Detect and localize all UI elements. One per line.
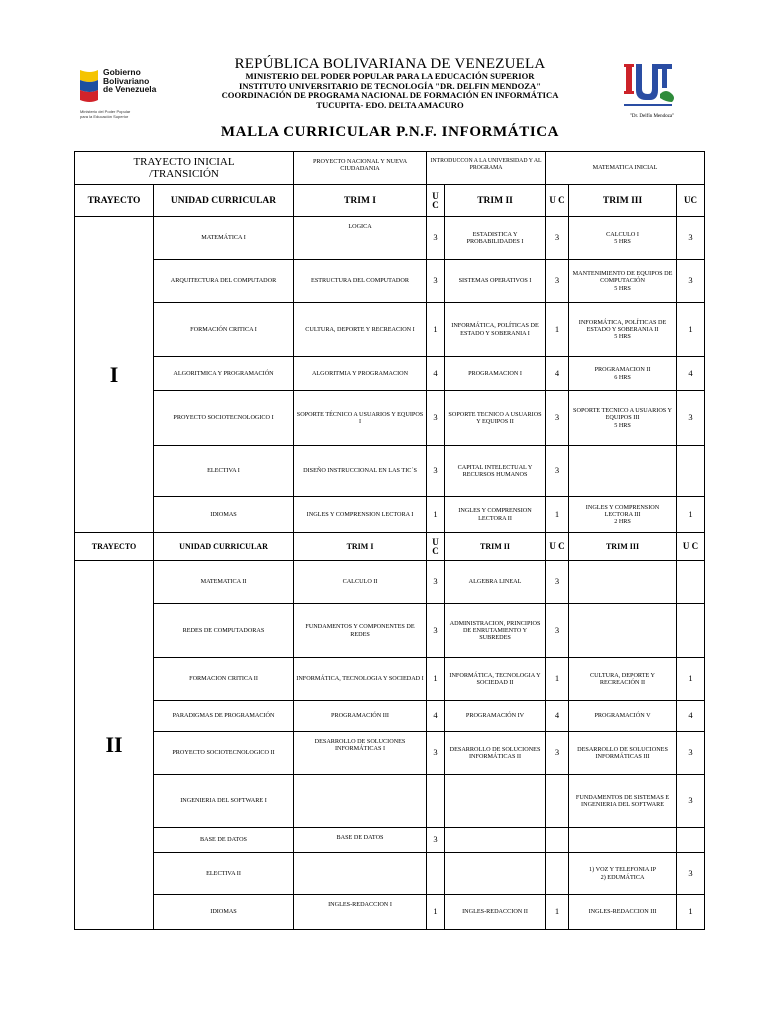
cell-uc-2: 3 bbox=[546, 446, 569, 497]
logo-ministry-caption bbox=[80, 110, 130, 119]
table-row bbox=[75, 775, 705, 828]
cell-trim-1 bbox=[294, 658, 427, 701]
cell-text: DESARROLLO DE SOLUCIONES INFORMÁTICAS II bbox=[449, 745, 541, 760]
cell-uc-2: 1 bbox=[546, 658, 569, 701]
cell-text: DESARROLLO DE SOLUCIONES INFORMÁTICAS I bbox=[314, 738, 406, 753]
cell-text: PROGRAMACIÓN III bbox=[331, 712, 389, 720]
cell-uc-1: 1 bbox=[427, 497, 445, 533]
cell-uc-3 bbox=[677, 604, 705, 658]
cell-unidad: MATEMÁTICA I bbox=[154, 217, 294, 260]
cell-uc-1 bbox=[427, 853, 445, 895]
transition-trim-1: PROYECTO NACIONAL Y NUEVA CIUDADANIA bbox=[294, 152, 427, 185]
cell-text: BASE DE DATOS bbox=[336, 834, 384, 841]
cell-subtext: 2 HRS bbox=[614, 518, 631, 526]
transition-label bbox=[75, 152, 294, 185]
cell-text: ESTRUCTURA DEL COMPUTADOR bbox=[311, 277, 409, 285]
cell-trim-3 bbox=[569, 357, 677, 391]
cell-text: FUNDAMENTOS DE SISTEMAS E INGENIERIA DEL SOFTWARE bbox=[575, 793, 670, 808]
cell-uc-2: 4 bbox=[546, 357, 569, 391]
cell-uc-3: 3 bbox=[677, 217, 705, 260]
gobierno-wordmark bbox=[103, 68, 156, 94]
cell-trim-2 bbox=[445, 895, 546, 930]
cell-trim-1 bbox=[294, 497, 427, 533]
cell-text: SOPORTE TECNICO A USUARIOS Y EQUIPOS III bbox=[573, 407, 673, 422]
transition-label-line-1: TRAYECTO INICIAL bbox=[133, 156, 235, 168]
cell-trim-1 bbox=[294, 775, 427, 828]
header-uc-2: U C bbox=[546, 185, 569, 217]
table-row bbox=[75, 701, 705, 732]
cell-uc-3: 3 bbox=[677, 391, 705, 446]
table-row bbox=[75, 357, 705, 391]
cell-trim-3 bbox=[569, 604, 677, 658]
table-row bbox=[75, 391, 705, 446]
trayecto-roman-I: I bbox=[75, 217, 154, 533]
header-uc-3: U C bbox=[677, 533, 705, 561]
cell-trim-1 bbox=[294, 303, 427, 357]
cell-trim-1 bbox=[294, 357, 427, 391]
cell-trim-2 bbox=[445, 853, 546, 895]
header-trim-2: TRIM II bbox=[445, 185, 546, 217]
header-unidad-curricular: UNIDAD CURRICULAR bbox=[154, 185, 294, 217]
ministry-line: MINISTERIO DEL PODER POPULAR PARA LA EDUCACIÓN SUPERIOR bbox=[245, 71, 535, 81]
cell-subtext: 2) EDUMÁTICA bbox=[600, 873, 645, 881]
cell-text: PROGRAMACION II bbox=[594, 366, 651, 374]
cell-trim-3 bbox=[569, 658, 677, 701]
cell-text: INGLES Y COMPRENSION LECTORA III bbox=[585, 503, 660, 518]
cell-text: ALGEBRA LINEAL bbox=[468, 578, 522, 586]
cell-unidad: IDIOMAS bbox=[154, 895, 294, 930]
cell-unidad: BASE DE DATOS bbox=[154, 828, 294, 853]
cell-trim-2 bbox=[445, 303, 546, 357]
header-trim-1: TRIM I bbox=[294, 533, 427, 561]
cell-trim-3 bbox=[569, 828, 677, 853]
curriculum-table-body bbox=[75, 152, 705, 930]
cell-trim-2 bbox=[445, 701, 546, 732]
cell-trim-2 bbox=[445, 658, 546, 701]
cell-trim-3 bbox=[569, 260, 677, 303]
cell-uc-2: 1 bbox=[546, 303, 569, 357]
cell-uc-3: 3 bbox=[677, 732, 705, 775]
cell-trim-3 bbox=[569, 853, 677, 895]
cell-uc-1: 3 bbox=[427, 828, 445, 853]
cell-text: INFORMÁTICA, TECNOLOGIA Y SOCIEDAD II bbox=[449, 671, 541, 686]
cell-text: INGLES-REDACCION I bbox=[328, 901, 392, 908]
cell-trim-3 bbox=[569, 446, 677, 497]
cell-uc-2: 3 bbox=[546, 732, 569, 775]
header-unidad-curricular: UNIDAD CURRICULAR bbox=[154, 533, 294, 561]
header-trim-2: TRIM II bbox=[445, 533, 546, 561]
cell-uc-1: 1 bbox=[427, 658, 445, 701]
cell-text: SOPORTE TECNICO A USUARIOS Y EQUIPOS II bbox=[448, 410, 542, 425]
cell-uc-1: 3 bbox=[427, 561, 445, 604]
cell-text: INGLES Y COMPRENSION LECTORA I bbox=[306, 510, 414, 518]
cell-text: INFORMÁTICA, TECNOLOGIA Y SOCIEDAD I bbox=[296, 675, 424, 683]
table-row bbox=[75, 604, 705, 658]
header-titles bbox=[190, 57, 590, 110]
cell-text: ESTADISTICA Y PROBABILIDADES I bbox=[466, 230, 524, 245]
cell-uc-2: 3 bbox=[546, 217, 569, 260]
cell-text: DISEÑO INSTRUCCIONAL EN LAS TIC´S bbox=[303, 467, 417, 475]
cell-trim-2 bbox=[445, 561, 546, 604]
table-row bbox=[75, 895, 705, 930]
column-header-row bbox=[75, 185, 705, 217]
iut-logo-caption: "Dr. Delfín Mendoza" bbox=[629, 114, 675, 119]
cell-text: CALCULO I bbox=[606, 230, 639, 238]
cell-trim-1 bbox=[294, 732, 427, 775]
cell-trim-3 bbox=[569, 497, 677, 533]
cell-trim-2 bbox=[445, 775, 546, 828]
cell-trim-3 bbox=[569, 561, 677, 604]
cell-uc-3: 1 bbox=[677, 658, 705, 701]
cell-uc-2 bbox=[546, 775, 569, 828]
cell-unidad: PROYECTO SOCIOTECNOLOGICO I bbox=[154, 391, 294, 446]
curriculum-table bbox=[74, 151, 705, 930]
cell-uc-2: 3 bbox=[546, 260, 569, 303]
logo-line-3: de Venezuela bbox=[103, 84, 157, 94]
cell-text: DESARROLLO DE SOLUCIONES INFORMÁTICAS III bbox=[577, 745, 668, 760]
cell-trim-3 bbox=[569, 775, 677, 828]
cell-text: CALCULO II bbox=[342, 578, 378, 586]
cell-trim-1 bbox=[294, 391, 427, 446]
cell-text: ADMINISTRACION, PRINCIPIOS DE ENRUTAMIENTO Y SUBREDES bbox=[449, 619, 541, 642]
header-uc-2: U C bbox=[546, 533, 569, 561]
table-row bbox=[75, 732, 705, 775]
location-line: TUCUPITA- EDO. DELTA AMACURO bbox=[316, 99, 464, 110]
cell-trim-2 bbox=[445, 357, 546, 391]
transition-trim-2: INTRODUCCON A LA UNIVERSIDAD Y AL PROGRAMA bbox=[427, 152, 546, 185]
cell-trim-1 bbox=[294, 561, 427, 604]
table-row bbox=[75, 217, 705, 260]
cell-text: INGLES-REDACCION III bbox=[588, 908, 657, 916]
cell-trim-1 bbox=[294, 828, 427, 853]
cell-uc-1: 3 bbox=[427, 260, 445, 303]
cell-unidad: FORMACIÓN CRITICA I bbox=[154, 303, 294, 357]
cell-text: LOGICA bbox=[348, 223, 372, 230]
cell-trim-3 bbox=[569, 217, 677, 260]
cell-text: MANTENIMIENTO DE EQUIPOS DE COMPUTACIÓN bbox=[572, 270, 673, 285]
cell-unidad: INGENIERIA DEL SOFTWARE I bbox=[154, 775, 294, 828]
cell-trim-1 bbox=[294, 853, 427, 895]
table-row bbox=[75, 853, 705, 895]
cell-uc-3: 3 bbox=[677, 853, 705, 895]
coordination-line: COORDINACIÓN DE PROGRAMA NACIONAL DE FORMACIÓN EN INFORMÁTICA bbox=[221, 90, 559, 101]
cell-subtext: 5 HRS bbox=[614, 284, 631, 292]
cell-text: FUNDAMENTOS Y COMPONENTES DE REDES bbox=[305, 623, 415, 638]
cell-trim-3 bbox=[569, 303, 677, 357]
cell-trim-2 bbox=[445, 217, 546, 260]
cell-trim-1 bbox=[294, 217, 427, 260]
cell-trim-1 bbox=[294, 446, 427, 497]
table-row bbox=[75, 303, 705, 357]
logo-sub-2: para la Educación Superior bbox=[80, 113, 129, 119]
cell-uc-2: 3 bbox=[546, 604, 569, 658]
cell-trim-3 bbox=[569, 895, 677, 930]
cell-text: INGLES Y COMPRENSION LECTORA II bbox=[458, 507, 532, 522]
cell-trim-2 bbox=[445, 828, 546, 853]
header-uc-1: U C bbox=[427, 185, 445, 217]
cell-subtext: 5 HRS bbox=[614, 421, 631, 429]
table-row bbox=[75, 828, 705, 853]
cell-text: CAPITAL INTELECTUAL Y RECURSOS HUMANOS bbox=[457, 463, 533, 478]
cell-text: PROGRAMACIÓN IV bbox=[465, 712, 525, 720]
cell-unidad: PROYECTO SOCIOTECNOLOGICO II bbox=[154, 732, 294, 775]
cell-trim-1 bbox=[294, 701, 427, 732]
document-header bbox=[0, 0, 768, 150]
logo-line-2: Bolivariano bbox=[103, 75, 150, 86]
republic-title: REPÚBLICA BOLIVARIANA DE VENEZUELA bbox=[234, 56, 546, 72]
cell-text: SISTEMAS OPERATIVOS I bbox=[458, 277, 532, 285]
cell-trim-2 bbox=[445, 391, 546, 446]
cell-uc-1: 3 bbox=[427, 604, 445, 658]
cell-uc-3: 4 bbox=[677, 357, 705, 391]
cell-uc-3: 3 bbox=[677, 775, 705, 828]
cell-unidad: ELECTIVA II bbox=[154, 853, 294, 895]
cell-text: CULTURA, DEPORTE Y RECREACIÓN II bbox=[590, 671, 656, 686]
cell-uc-1: 3 bbox=[427, 732, 445, 775]
cell-unidad: ARQUITECTURA DEL COMPUTADOR bbox=[154, 260, 294, 303]
cell-trim-3 bbox=[569, 701, 677, 732]
trayecto-roman-II: II bbox=[75, 561, 154, 930]
cell-text: SOPORTE TÉCNICO A USUARIOS Y EQUIPOS I bbox=[296, 410, 424, 425]
cell-trim-2 bbox=[445, 732, 546, 775]
cell-subtext: 5 HRS bbox=[614, 238, 631, 245]
cell-text: PROGRAMACIÓN V bbox=[594, 712, 651, 720]
transition-row bbox=[75, 152, 705, 185]
cell-unidad: PARADIGMAS DE PROGRAMACIÓN bbox=[154, 701, 294, 732]
cell-uc-1: 4 bbox=[427, 357, 445, 391]
cell-subtext: 6 HRS bbox=[614, 373, 631, 381]
cell-uc-3 bbox=[677, 828, 705, 853]
cell-text: PROGRAMACION I bbox=[468, 369, 522, 377]
logo-line-1: Gobierno bbox=[103, 67, 141, 77]
cell-uc-1: 1 bbox=[427, 303, 445, 357]
logo-sub-1: Ministerio del Poder Popular bbox=[80, 109, 131, 114]
cell-uc-1 bbox=[427, 775, 445, 828]
cell-uc-3: 3 bbox=[677, 260, 705, 303]
cell-trim-1 bbox=[294, 604, 427, 658]
cell-unidad: FORMACION CRITICA II bbox=[154, 658, 294, 701]
cell-trim-1 bbox=[294, 895, 427, 930]
column-header-row bbox=[75, 533, 705, 561]
cell-text: INFORMÁTICA, POLÍTICAS DE ESTADO Y SOBERANIA II bbox=[578, 318, 667, 333]
cell-unidad: REDES DE COMPUTADORAS bbox=[154, 604, 294, 658]
cell-uc-2 bbox=[546, 853, 569, 895]
cell-uc-1: 4 bbox=[427, 701, 445, 732]
cell-uc-3: 4 bbox=[677, 701, 705, 732]
cell-trim-1 bbox=[294, 260, 427, 303]
cell-text: INFORMÁTICA, POLÍTICAS DE ESTADO Y SOBERANIA I bbox=[451, 322, 539, 337]
gobierno-bolivariano-logo bbox=[78, 64, 158, 122]
cell-uc-2 bbox=[546, 828, 569, 853]
table-row bbox=[75, 658, 705, 701]
cell-uc-2: 4 bbox=[546, 701, 569, 732]
header-uc-3: UC bbox=[677, 185, 705, 217]
table-row bbox=[75, 446, 705, 497]
cell-unidad: IDIOMAS bbox=[154, 497, 294, 533]
cell-trim-2 bbox=[445, 604, 546, 658]
header-trim-3: TRIM III bbox=[569, 533, 677, 561]
iut-emblem-icon bbox=[620, 58, 684, 112]
cell-uc-2: 3 bbox=[546, 561, 569, 604]
transition-trim-3: MATEMATICA INICIAL bbox=[546, 152, 705, 185]
header-trim-1: TRIM I bbox=[294, 185, 427, 217]
cell-trim-2 bbox=[445, 446, 546, 497]
cell-uc-3 bbox=[677, 446, 705, 497]
header-uc-1: U C bbox=[427, 533, 445, 561]
cell-uc-1: 3 bbox=[427, 217, 445, 260]
header-trim-3: TRIM III bbox=[569, 185, 677, 217]
cell-trim-3 bbox=[569, 732, 677, 775]
cell-subtext: 5 HRS bbox=[614, 333, 631, 341]
cell-uc-1: 3 bbox=[427, 391, 445, 446]
cell-uc-3: 1 bbox=[677, 303, 705, 357]
cell-trim-2 bbox=[445, 497, 546, 533]
page-title: MALLA CURRICULAR P.N.F. INFORMÁTICA bbox=[220, 124, 560, 140]
cell-uc-3: 1 bbox=[677, 895, 705, 930]
iut-logo bbox=[620, 58, 684, 122]
cell-uc-1: 3 bbox=[427, 446, 445, 497]
cell-unidad: MATEMATICA II bbox=[154, 561, 294, 604]
cell-uc-3: 1 bbox=[677, 497, 705, 533]
venezuela-flag-icon bbox=[78, 68, 100, 104]
cell-text: INGLES-REDACCION II bbox=[462, 908, 528, 916]
table-row bbox=[75, 260, 705, 303]
cell-trim-2 bbox=[445, 260, 546, 303]
table-row bbox=[75, 561, 705, 604]
cell-uc-1: 1 bbox=[427, 895, 445, 930]
cell-text: ALGORITMIA Y PROGRAMACION bbox=[311, 369, 409, 377]
cell-text: 1) VOZ Y TELEFONIA IP bbox=[589, 866, 657, 874]
header-trayecto: TRAYECTO bbox=[75, 533, 154, 561]
cell-uc-2: 1 bbox=[546, 895, 569, 930]
header-trayecto: TRAYECTO bbox=[75, 185, 154, 217]
cell-uc-2: 3 bbox=[546, 391, 569, 446]
cell-unidad: ELECTIVA I bbox=[154, 446, 294, 497]
cell-uc-2: 1 bbox=[546, 497, 569, 533]
cell-uc-3 bbox=[677, 561, 705, 604]
cell-text: CULTURA, DEPORTE Y RECREACION I bbox=[305, 325, 415, 333]
cell-unidad: ALGORITMICA Y PROGRAMACIÓN bbox=[154, 357, 294, 391]
institute-line: INSTITUTO UNIVERSITARIO DE TECNOLOGÍA "DR. DELFIN MENDOZA" bbox=[238, 80, 542, 91]
transition-label-line-2: /TRANSICIÓN bbox=[149, 168, 219, 180]
table-row bbox=[75, 497, 705, 533]
cell-trim-3 bbox=[569, 391, 677, 446]
